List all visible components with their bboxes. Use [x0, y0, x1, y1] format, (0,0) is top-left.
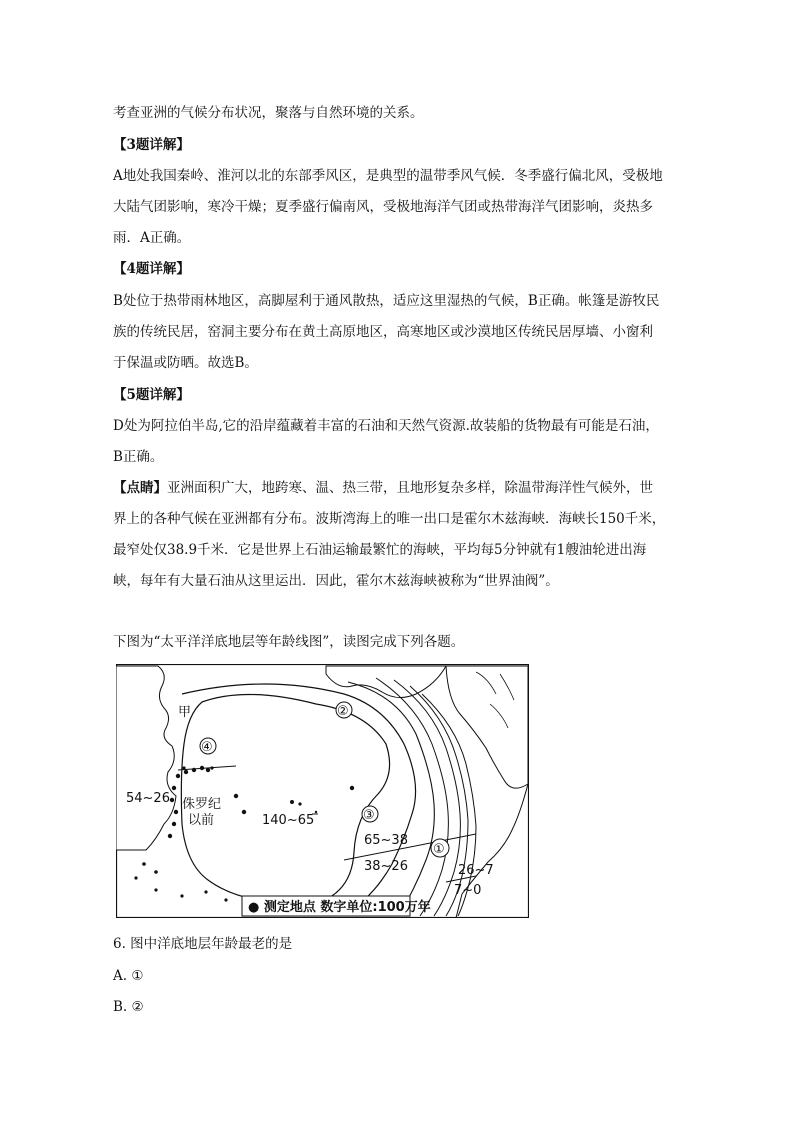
text-line: D处为阿拉伯半岛,它的沿岸蕴藏着丰富的石油和天然气资源.故装船的货物最有可能是石油， — [113, 418, 659, 434]
commentary-line — [113, 478, 653, 498]
age-label: 26~7 — [458, 863, 494, 878]
legend-text: ● 测定地点 数字单位:100万年 — [248, 900, 431, 915]
text-line: B处位于热带雨林地区，高脚屋利于通风散热，适应这里湿热的气候，B正确。帐篷是游牧民 — [113, 293, 660, 309]
text-line: B正确。 — [113, 449, 164, 465]
age-label: 以前 — [188, 813, 215, 828]
text-line: 于保温或防晒。故选B。 — [113, 355, 258, 371]
text-line: 族的传统民居，窑洞主要分布在黄土高原地区，高寒地区或沙漠地区传统民居厚墙、小窗利 — [113, 324, 653, 340]
figure-intro: 下图为“太平洋洋底地层等年龄线图”，读图完成下列各题。 — [113, 634, 465, 650]
circled-4: ④ — [201, 740, 213, 755]
text-line: 界上的各种气候在亚洲都有分布。波斯湾海上的唯一出口是霍尔木兹海峡．海峡长150千米， — [113, 511, 666, 527]
label-jia: 甲 — [178, 705, 192, 720]
option-label: A. — [113, 968, 128, 984]
text-line: 峡，每年有大量石油从这里运出．因此，霍尔木兹海峡被称为“世界油阀”。 — [113, 573, 559, 589]
commentary-label: 【点睛】 — [113, 480, 167, 496]
commentary-text: 亚洲面积广大，地跨寒、温、热三带，且地形复杂多样，除温带海洋性气候外，世 — [167, 480, 653, 496]
circled-3: ③ — [363, 808, 375, 823]
option-b[interactable] — [113, 997, 144, 1017]
option-value: ② — [131, 999, 144, 1015]
question-stem: 6. 图中洋底地层年龄最老的是 — [113, 936, 293, 952]
pacific-seafloor-age-map — [116, 664, 529, 918]
section-heading: 【4题详解】 — [113, 261, 190, 277]
text-line: 大陆气团影响，寒冷干燥；夏季盛行偏南风，受极地海洋气团或热带海洋气团影响，炎热多 — [113, 199, 653, 215]
section-heading: 【3题详解】 — [113, 137, 190, 153]
option-a[interactable] — [113, 966, 143, 986]
circled-1: ① — [433, 842, 445, 857]
option-value: ① — [131, 968, 144, 984]
section-heading: 【5题详解】 — [113, 387, 190, 403]
text-line: 雨．A正确。 — [113, 230, 191, 246]
age-label: 38~26 — [364, 859, 408, 874]
age-label: 54~26 — [126, 791, 170, 806]
text-line: A地处我国秦岭、淮河以北的东部季风区，是典型的温带季风气候．冬季盛行偏北风，受极地 — [113, 168, 663, 184]
age-label: 7~0 — [454, 883, 482, 898]
text-line: 最窄处仅38.9千米．它是世界上石油运输最繁忙的海峡，平均每5分钟就有1艘油轮进出海 — [113, 542, 647, 558]
circled-2: ② — [337, 704, 349, 719]
age-label: 140~65 — [262, 813, 315, 828]
text-line: 考查亚洲的气候分布状况，聚落与自然环境的关系。 — [113, 105, 424, 121]
option-label: B. — [113, 999, 128, 1015]
age-label: 侏罗纪 — [182, 797, 222, 812]
age-label: 65~38 — [364, 833, 408, 848]
